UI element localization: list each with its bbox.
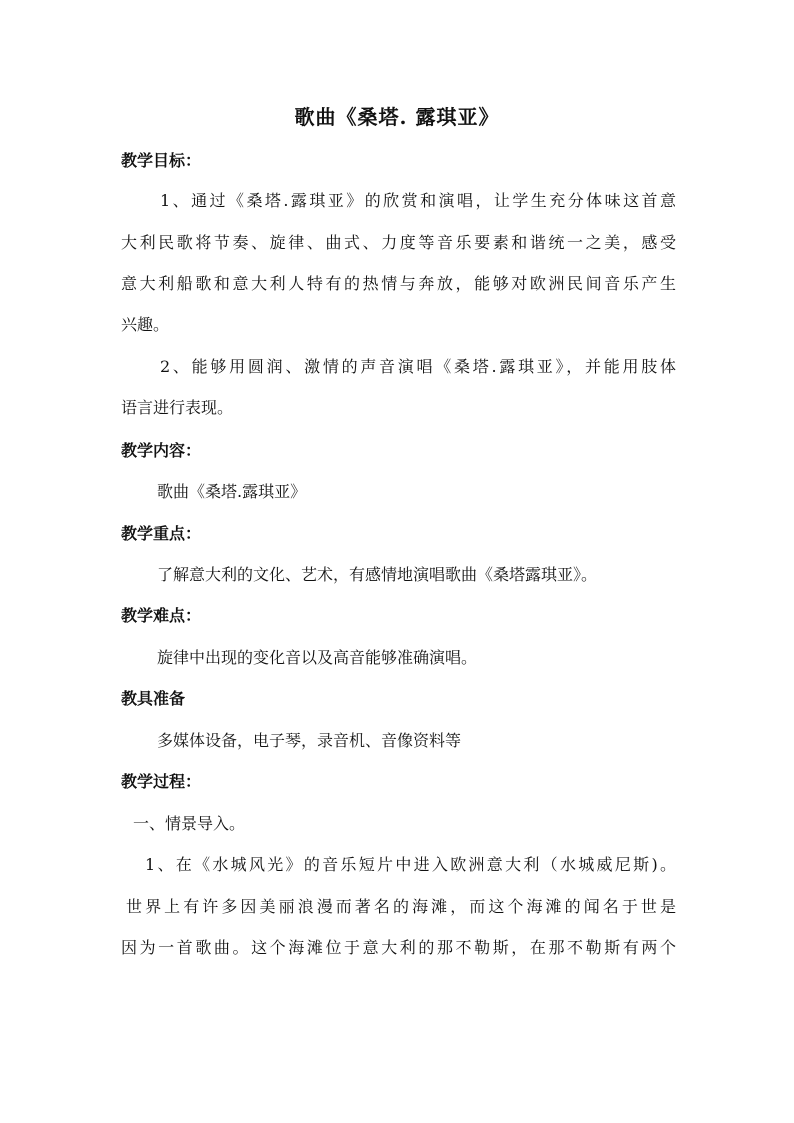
section-heading-process: 教学过程： [121,772,202,791]
section-heading-difficulties: 教学难点： [121,606,202,625]
paragraph-line: 兴趣。 [121,315,170,334]
paragraph-line: 1、在《水城风光》的音乐短片中进入欧洲意大利（水城威尼斯)。 [145,855,676,874]
paragraph-line: 一、情景导入。 [133,814,246,833]
paragraph-line: 了解意大利的文化、艺术，有感情地演唱歌曲《桑塔露琪亚》。 [157,565,598,584]
paragraph-line: 语言进行表现。 [121,398,234,417]
paragraph-line: 因为一首歌曲。这个海滩位于意大利的那不勒斯，在那不勒斯有两个 [121,938,676,957]
paragraph-line: 多媒体设备，电子琴，录音机、音像资料等 [157,731,462,750]
section-heading-content: 教学内容： [121,441,202,460]
section-heading-objectives: 教学目标： [121,151,202,170]
page-title: 歌曲《桑塔. 露琪亚》 [294,105,500,129]
paragraph-line: 1、通过《桑塔.露琪亚》的欣赏和演唱，让学生充分体味这首意 [160,191,676,210]
section-heading-key-points: 教学重点： [121,524,202,543]
paragraph-line: 歌曲《桑塔.露琪亚》 [157,482,307,501]
paragraph-line: 世界上有许多因美丽浪漫而著名的海滩，而这个海滩的闻名于世是 [126,897,676,916]
paragraph-line: 大利民歌将节奏、旋律、曲式、力度等音乐要素和谐统一之美，感受 [121,233,676,252]
paragraph-line: 意大利船歌和意大利人特有的热情与奔放，能够对欧洲民间音乐产生 [121,274,676,293]
paragraph-line: 2、能够用圆润、激情的声音演唱《桑塔.露琪亚》，并能用肢体 [160,357,676,376]
section-heading-materials: 教具准备 [121,689,186,708]
paragraph-line: 旋律中出现的变化音以及高音能够准确演唱。 [157,648,478,667]
